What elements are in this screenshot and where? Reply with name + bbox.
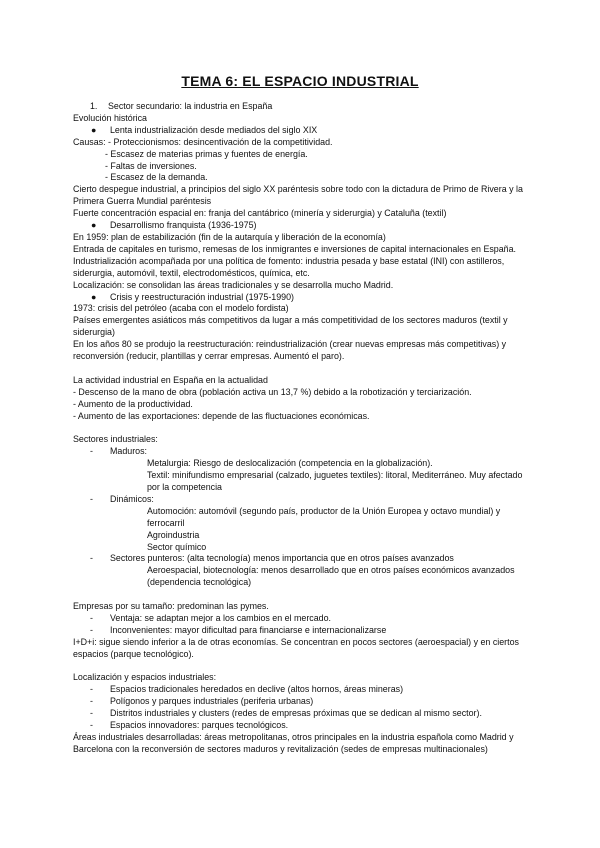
paragraph: Fuerte concentración espacial en: franja del cantábrico (minería y siderurgia) y Cataluña (textil) bbox=[73, 208, 447, 219]
bullet-icon: ● bbox=[91, 291, 97, 302]
causas-line: - Escasez de la demanda. bbox=[105, 172, 208, 183]
sub-item: Metalurgia: Riesgo de deslocalización (competencia en la globalización). bbox=[147, 458, 433, 469]
dash-item bbox=[73, 708, 531, 720]
dash-text: Espacios innovadores: parques tecnológicos. bbox=[110, 720, 289, 731]
section-1-heading bbox=[73, 101, 531, 113]
dash-marker: - bbox=[90, 624, 93, 635]
bullet-icon: ● bbox=[91, 124, 97, 135]
dash-text: Dinámicos: bbox=[110, 493, 154, 504]
document-title: TEMA 6: EL ESPACIO INDUSTRIAL bbox=[181, 73, 419, 89]
dash-text: Sectores punteros: (alta tecnología) menos importancia que en otros países avanzados bbox=[110, 553, 454, 564]
paragraph: En los años 80 se produjo la reestructuración: reindustrialización (crear nuevas empresas más competitivas) y reconversión (reducir, plantillas y cerrar empresas. Aumentó el paro). bbox=[73, 339, 507, 362]
dash-marker: - bbox=[90, 493, 93, 504]
dash-text: Polígonos y parques industriales (periferia urbanas) bbox=[110, 696, 314, 707]
document-body bbox=[73, 101, 531, 756]
dash-text: Inconvenientes: mayor dificultad para financiarse e internacionalizarse bbox=[110, 624, 387, 635]
paragraph: Industrialización acompañada por una política de fomento: industria pesada y base estatal (INI) con astilleros, siderurgia, automóvil, textil, electrodomésticos, química, etc. bbox=[73, 255, 505, 278]
bullet-text: Crisis y reestructuración industrial (1975-1990) bbox=[110, 291, 294, 302]
spacer bbox=[73, 363, 531, 375]
dash-marker: - bbox=[90, 684, 93, 695]
paragraph: En 1959: plan de estabilización (fin de la autarquía y liberación de la economía) bbox=[73, 231, 386, 242]
paragraph: Localización: se consolidan las áreas tradicionales y se desarrolla mucho Madrid. bbox=[73, 279, 394, 290]
bullet-item bbox=[73, 125, 531, 137]
sub-item: Automoción: automóvil (segundo país, productor de la Unión Europea y octavo mundial) y ferrocarril bbox=[147, 505, 501, 528]
spacer bbox=[73, 661, 531, 673]
dash-item bbox=[73, 553, 531, 565]
dash-item bbox=[73, 625, 531, 637]
dash-text: Ventaja: se adaptan mejor a los cambios en el mercado. bbox=[110, 612, 332, 623]
dash-marker: - bbox=[90, 612, 93, 623]
sub-item: Sector químico bbox=[147, 541, 207, 552]
dash-text: Maduros: bbox=[110, 446, 147, 457]
sectores-heading: Sectores industriales: bbox=[73, 434, 158, 445]
paragraph: Países emergentes asiáticos más competitivos da lugar a más competitividad de los sectores maduros (textil y siderurgia) bbox=[73, 315, 508, 338]
dash-item bbox=[73, 696, 531, 708]
dash-marker: - bbox=[90, 720, 93, 731]
actualidad-heading: La actividad industrial en España en la actualidad bbox=[73, 374, 268, 385]
paragraph: I+D+i: sigue siendo inferior a la de otras economías. Se concentran en pocos sectores (aeroespacial) y en ciertos espacios (parque tecnológico). bbox=[73, 636, 519, 659]
sub-item: Textil: minifundismo empresarial (calzado, juguetes textiles): litoral, Mediterráneo. Muy afectado por la competencia bbox=[147, 470, 523, 492]
paragraph: Áreas industriales desarrolladas: áreas metropolitanas, otros principales en la industria española como Madrid y Barcelona con la reconversión de sectores maduros y revitalización (sedes de empresas multinacionales) bbox=[73, 731, 514, 754]
spacer bbox=[73, 589, 531, 601]
paragraph: Cierto despegue industrial, a principios del siglo XX paréntesis sobre todo con la dictadura de Primo de Rivera y la Primera Guerra Mundial paréntesis bbox=[73, 184, 523, 207]
dash-marker: - bbox=[90, 696, 93, 707]
dash-marker: - bbox=[90, 446, 93, 457]
bullet-item bbox=[73, 220, 531, 232]
dash-marker: - bbox=[90, 553, 93, 564]
dash-item bbox=[73, 446, 531, 458]
bullet-item bbox=[73, 292, 531, 304]
localizacion-heading: Localización y espacios industriales: bbox=[73, 672, 217, 683]
bullet-text: Lenta industrialización desde mediados del siglo XIX bbox=[110, 124, 318, 135]
causas-line: Causas: - Proteccionismos: desincentivación de la competitividad. bbox=[73, 136, 333, 147]
dash-item bbox=[73, 494, 531, 506]
sub-item: Agroindustria bbox=[147, 529, 200, 540]
dash-item bbox=[73, 684, 531, 696]
causas-line: - Escasez de materias primas y fuentes de energía. bbox=[105, 148, 308, 159]
dash-marker: - bbox=[90, 708, 93, 719]
paragraph: Entrada de capitales en turismo, remesas de los inmigrantes e inversiones de capital internacionales en España. bbox=[73, 243, 517, 254]
dash-text: Espacios tradicionales heredados en declive (altos hornos, áreas mineras) bbox=[110, 684, 404, 695]
dash-item bbox=[73, 720, 531, 732]
list-item: - Aumento de las exportaciones: depende de las fluctuaciones económicas. bbox=[73, 410, 370, 421]
evolucion-heading: Evolución histórica bbox=[73, 112, 147, 123]
spacer bbox=[73, 422, 531, 434]
dash-text: Distritos industriales y clusters (redes de empresas próximas que se dedican al mismo sector). bbox=[110, 708, 482, 719]
section-1-title: Sector secundario: la industria en España bbox=[108, 101, 273, 111]
empresas-heading: Empresas por su tamaño: predominan las pymes. bbox=[73, 601, 269, 612]
sub-item: Aeroespacial, biotecnología: menos desarrollado que en otros países económicos avanzados (dependencia tecnológica) bbox=[147, 565, 515, 588]
section-number: 1. bbox=[90, 101, 98, 111]
list-item: - Descenso de la mano de obra (población activa un 13,7 %) debido a la robotización y terciarización. bbox=[73, 386, 472, 397]
paragraph: 1973: crisis del petróleo (acaba con el modelo fordista) bbox=[73, 303, 289, 314]
dash-item bbox=[73, 613, 531, 625]
bullet-icon: ● bbox=[91, 220, 97, 231]
causas-line: - Faltas de inversiones. bbox=[105, 160, 197, 171]
bullet-text: Desarrollismo franquista (1936-1975) bbox=[110, 220, 257, 231]
list-item: - Aumento de la productividad. bbox=[73, 398, 193, 409]
